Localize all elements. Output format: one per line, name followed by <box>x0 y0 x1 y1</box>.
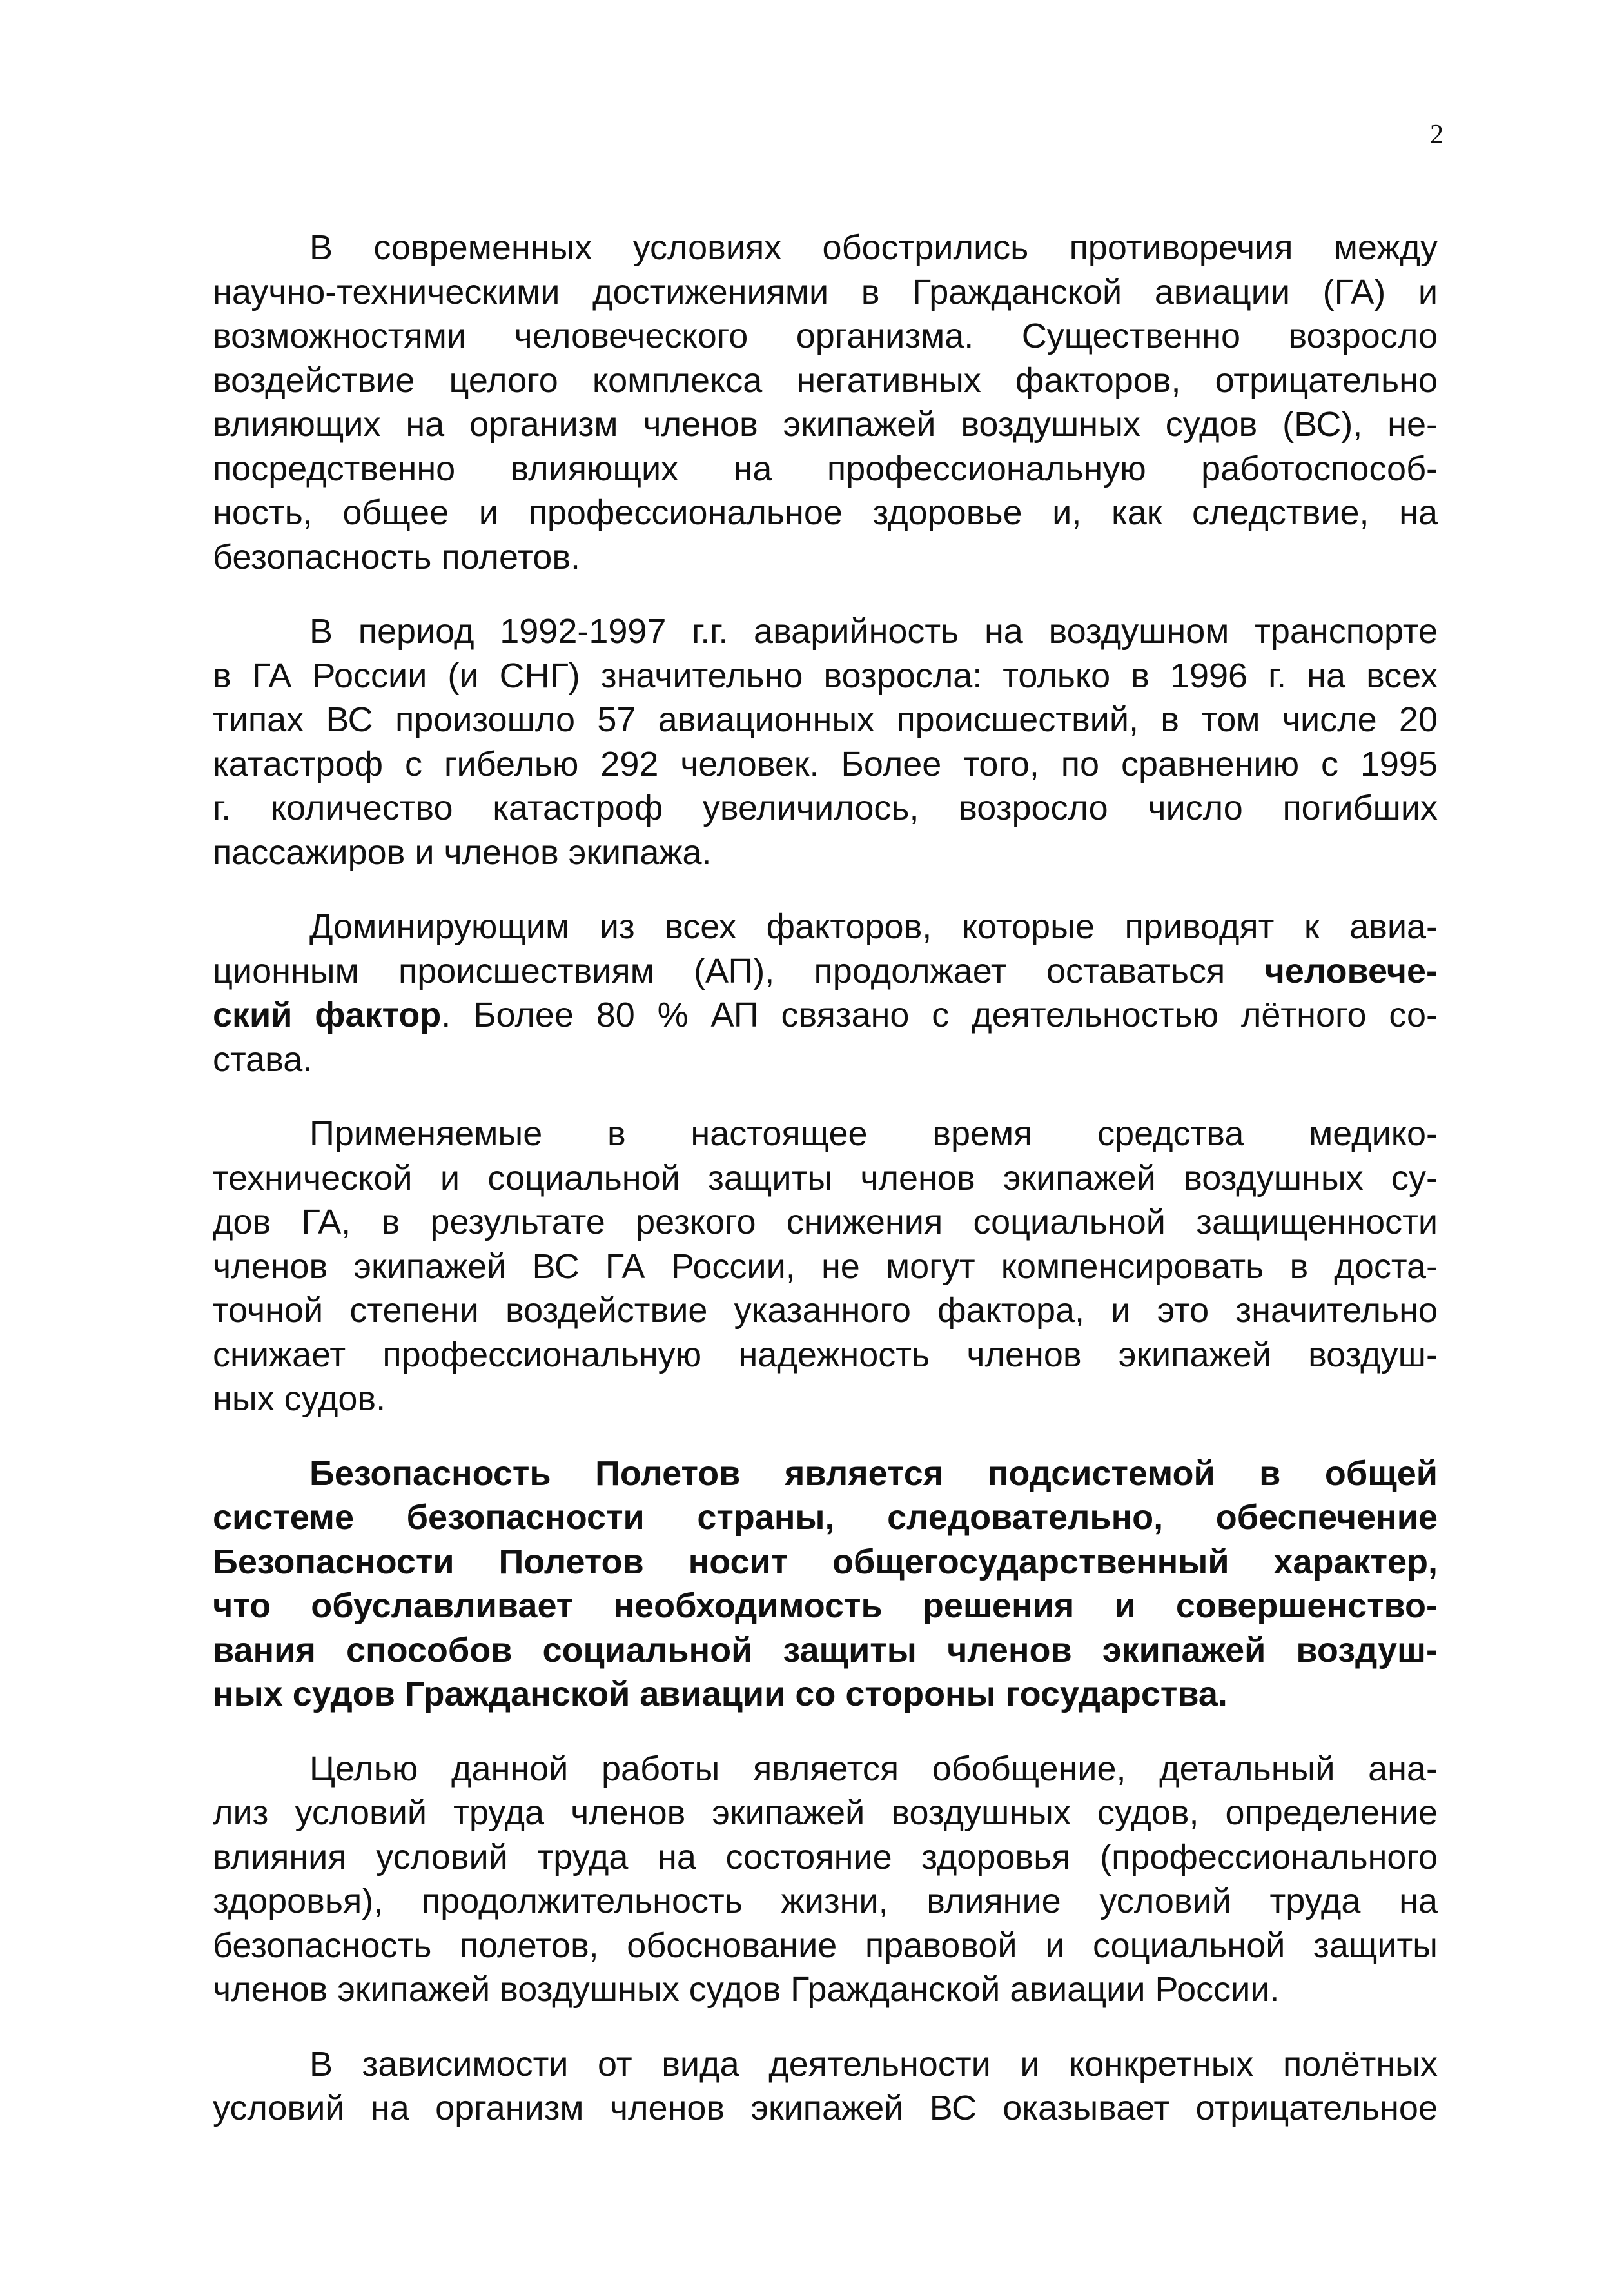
text-line: что обуславливает необходимость решения и совершенство- <box>213 1586 1438 1625</box>
text-line: точной степени воздействие указанного фактора, и это значительно <box>213 1291 1438 1330</box>
text-line: безопасность полетов, обоснование правовой и социальной защиты <box>213 1926 1438 1965</box>
text-line <box>213 993 1438 1038</box>
paragraph-intro <box>213 226 1438 579</box>
text-line: условий на организм членов экипажей ВС оказывает отрицательное <box>213 2089 1438 2127</box>
text-line <box>213 949 1438 994</box>
text-line: ных судов Гражданской авиации со стороны государства. <box>213 1675 1228 1713</box>
paragraph-accident-statistics <box>213 609 1438 874</box>
text-line: Целью данной работы является обобщение, детальный ана- <box>309 1749 1438 1788</box>
text-line: системе безопасности страны, следовательно, обеспечение <box>213 1498 1438 1537</box>
text-line: посредственно влияющих на профессиональную работоспособ- <box>213 449 1438 488</box>
emphasis-human-factor: человече- <box>1264 951 1438 991</box>
paragraph-flight-safety-bold <box>213 1452 1438 1717</box>
text-line: г. количество катастроф увеличилось, возросло число погибших <box>213 789 1438 827</box>
text-line: В период 1992-1997 г.г. аварийность на воздушном транспорте <box>309 612 1438 651</box>
text-line: катастроф с гибелью 292 человек. Более того, по сравнению с 1995 <box>213 744 1438 784</box>
text-line: влияния условий труда на состояние здоровья (профессионального <box>213 1837 1438 1877</box>
text-line: в ГА России (и СНГ) значительно возросла: только в 1996 г. на всех <box>213 656 1438 695</box>
text-line: научно-техническими достижениями в Гражданской авиации (ГА) и <box>213 272 1438 311</box>
text-line: типах ВС произошло 57 авиационных происшествий, в том числе 20 <box>213 700 1438 739</box>
paragraph-human-factor <box>213 905 1438 1081</box>
emphasis-human-factor: ский фактор <box>213 996 442 1034</box>
text-line: вания способов социальной защиты членов экипажей воздуш- <box>213 1630 1438 1670</box>
text-line: ных судов. <box>213 1379 386 1418</box>
paragraph-work-goal <box>213 1747 1438 2012</box>
text-run: ционным происшествиям (АП), продолжает оставаться <box>213 951 1265 991</box>
text-line: Безопасность Полетов является подсистемой в общей <box>309 1454 1438 1493</box>
text-line: лиз условий труда членов экипажей воздушных судов, определение <box>213 1793 1438 1832</box>
paragraph-activity-conditions <box>213 2042 1438 2131</box>
text-line: В современных условиях обострились противоречия между <box>309 228 1438 267</box>
text-line: воздействие целого комплекса негативных факторов, отрицательно <box>213 360 1438 400</box>
text-line: Применяемые в настоящее время средства медико- <box>309 1114 1438 1153</box>
text-line: безопасность полетов. <box>213 537 581 577</box>
text-line: здоровья), продолжительность жизни, влияние условий труда на <box>213 1882 1438 1920</box>
text-run: . Более 80 % АП связано с деятельностью лётного со- <box>441 996 1438 1034</box>
text-line: возможностями человеческого организма. Существенно возросло <box>213 317 1438 355</box>
text-line: снижает профессиональную надежность членов экипажей воздуш- <box>213 1335 1438 1374</box>
page-number: 2 <box>1430 120 1443 150</box>
paragraph-protection-means <box>213 1112 1438 1421</box>
text-line: пассажиров и членов экипажа. <box>213 833 712 872</box>
text-line: членов экипажей воздушных судов Гражданской авиации России. <box>213 1970 1280 2009</box>
text-line: Безопасности Полетов носит общегосударственный характер, <box>213 1542 1438 1581</box>
text-line: влияющих на организм членов экипажей воздушных судов (ВС), не- <box>213 405 1438 444</box>
text-line: ность, общее и профессиональное здоровье и, как следствие, на <box>213 493 1438 532</box>
text-line: дов ГА, в результате резкого снижения социальной защищенности <box>213 1203 1438 1241</box>
text-line: членов экипажей ВС ГА России, не могут компенсировать в доста- <box>213 1247 1438 1286</box>
text-line: Доминирующим из всех факторов, которые приводят к авиа- <box>309 907 1438 946</box>
text-line: В зависимости от вида деятельности и конкретных полётных <box>309 2044 1438 2084</box>
text-line: става. <box>213 1040 313 1079</box>
text-line: технической и социальной защиты членов экипажей воздушных су- <box>213 1158 1438 1198</box>
document-body <box>213 226 1438 2161</box>
